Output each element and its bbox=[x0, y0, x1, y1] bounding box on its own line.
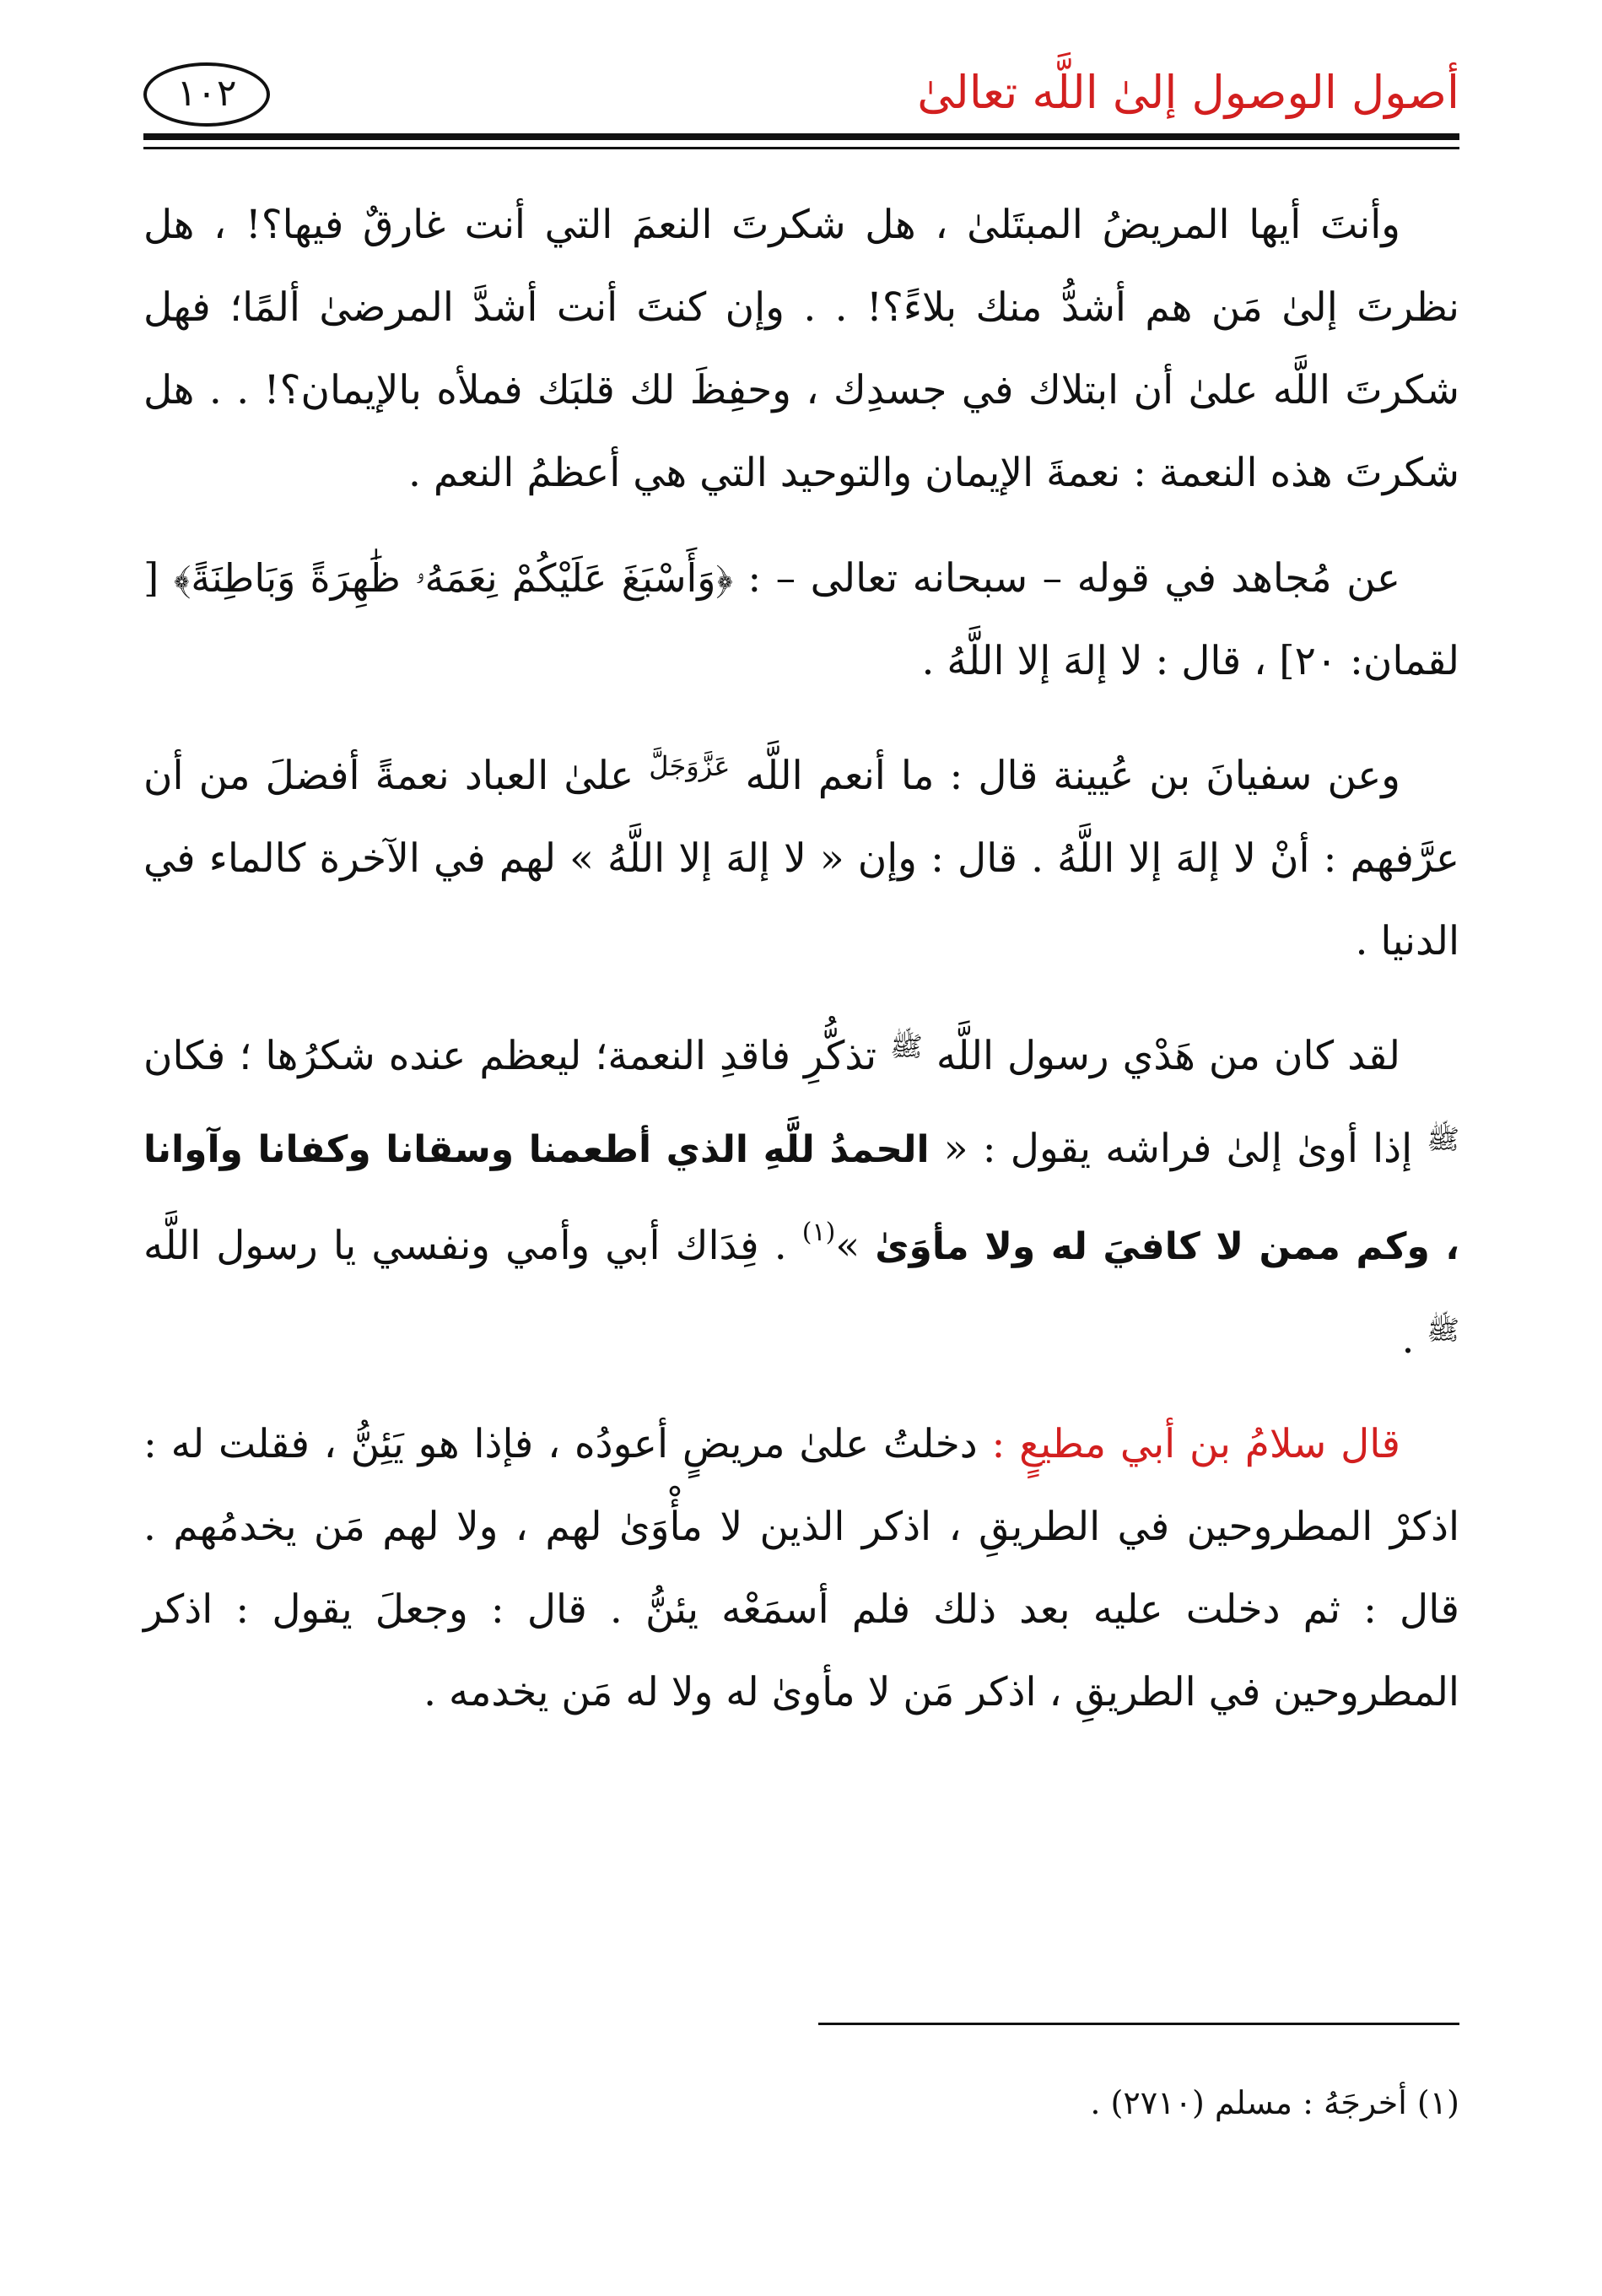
paragraph-prophet-guidance bbox=[143, 1005, 1459, 1381]
paragraph-guidance-part-d: » bbox=[835, 1223, 876, 1269]
paragraph-guidance-part-e: . فِدَاك أبي وأمي ونفسي يا رسول اللَّه bbox=[143, 1223, 802, 1269]
page-header bbox=[143, 52, 1459, 145]
narrator-name: قال سلامُ بن أبي مطيعٍ : bbox=[977, 1421, 1400, 1467]
page-number: ١٠٢ bbox=[143, 62, 270, 127]
page-body bbox=[143, 184, 1459, 1756]
salawat-glyph: ﷺ bbox=[890, 1030, 923, 1062]
paragraph-mujahid-rest: ، قال : لا إلهَ إلا اللَّهُ . bbox=[921, 638, 1267, 684]
paragraph-mujahid-intro: عن مُجاهد في قوله – سبحانه تعالى – : bbox=[732, 555, 1401, 602]
paragraph-guidance-part-c: إذا أوىٰ إلىٰ فراشه يقول : « bbox=[929, 1126, 1427, 1172]
paragraph-sallam bbox=[143, 1403, 1459, 1734]
quran-verse: ﴿وَأَسْبَغَ عَلَيْكُمْ نِعَمَهُۥ ظَٰهِرَةً وَبَاطِنَةً﴾ bbox=[173, 555, 733, 601]
honorific-glyph: عَزَّوَجَلَّ bbox=[649, 750, 731, 782]
paragraph-sallam-text: دخلتُ علىٰ مريضٍ أعودُه ، فإذا هو يَئِنُّ ، فقلت له : اذكرْ المطروحين في الطريقِ ، اذكر الذين لا مأْوَىٰ لهم ، ولا لهم مَن يخدمُهم . قال : ثم دخلت عليه بعد ذلك فلم أسمَعْه يئنُّ . قال : وجعلَ يقول : اذكر المطروحين في الطريقِ ، اذكر مَن لا مأوىٰ له ولا له مَن يخدمه . bbox=[143, 1421, 1459, 1715]
paragraph-sufyan-part-a: وعن سفيانَ بن عُيينة قال : ما أنعم اللَّه bbox=[730, 753, 1400, 799]
book-title: أصول الوصول إلىٰ اللَّه تعالىٰ bbox=[917, 66, 1459, 119]
paragraph-guidance-part-f: . bbox=[1401, 1316, 1427, 1363]
footnote-separator bbox=[818, 2023, 1459, 2025]
verse-reference: [ لقمان: ٢٠] bbox=[143, 555, 1459, 684]
paragraph-sufyan-part-b: علىٰ العباد نعمةً أفضلَ من أن عرَّفهم : أنْ لا إلهَ إلا اللَّهُ . قال : وإن « لا إلهَ إلا اللَّهُ » لهم في الآخرة كالماء في الدنيا . bbox=[143, 753, 1459, 964]
salawat-glyph: ﷺ bbox=[1427, 1314, 1459, 1346]
salawat-glyph: ﷺ bbox=[1427, 1123, 1460, 1155]
hadith-supplication: الحمدُ للَّهِ الذي أطعمنا وسقانا وكفانا وآوانا ، وكم ممن لا كافيَ له ولا مأوَىٰ bbox=[143, 1128, 1459, 1268]
footnote: (١) أخرجَهُ : مسلم (٢٧١٠) . bbox=[1090, 2084, 1459, 2121]
footnote-reference[interactable]: (١) bbox=[801, 1218, 836, 1247]
paragraph-gratitude: وأنتَ أيها المريضُ المبتَلىٰ ، هل شكرتَ النعمَ التي أنت غارقٌ فيها؟! ، هل نظرتَ إلىٰ مَن هم أشدُّ منك بلاءً؟! . . وإن كنتَ أنت أشدَّ المرضىٰ ألمًا؛ فهل شكرتَ اللَّه علىٰ أن ابتلاك في جسدِك ، وحفِظَ لك قلبَك فملأه بالإيمان؟! . . هل شكرتَ هذه النعمة : نعمةَ الإيمان والتوحيد التي هي أعظمُ النعم . bbox=[143, 202, 1459, 496]
header-rule-thick bbox=[143, 133, 1459, 140]
paragraph-sufyan bbox=[143, 725, 1459, 983]
paragraph-guidance-part-a: لقد كان من هَدْي رسول اللَّه bbox=[922, 1033, 1400, 1079]
paragraph-mujahid bbox=[143, 537, 1459, 703]
paragraph-guidance-part-b: تذكُّرِ فاقدِ النعمة؛ ليعظم عنده شكرُها ؛ فكان bbox=[143, 1033, 891, 1079]
header-rule-thin bbox=[143, 147, 1459, 149]
